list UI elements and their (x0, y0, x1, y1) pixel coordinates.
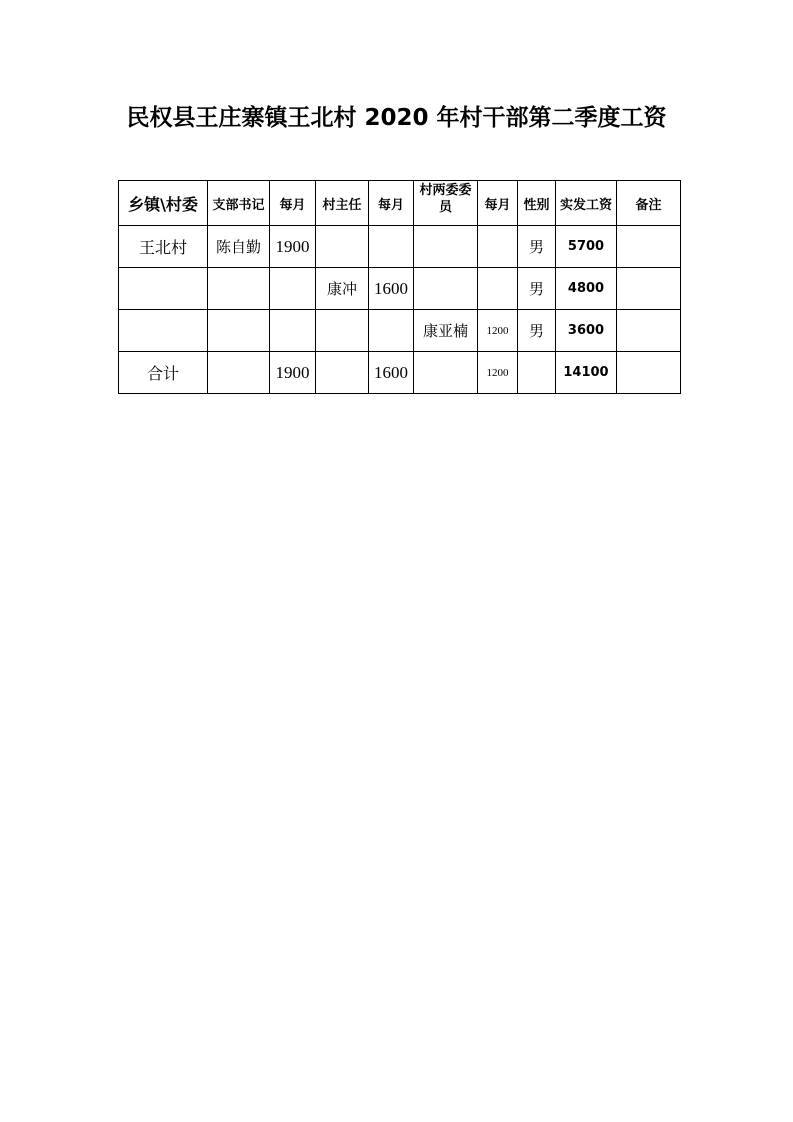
cell-gender: 男 (518, 226, 556, 268)
table-row (119, 268, 681, 310)
table-header-row (119, 181, 681, 226)
table-row (119, 226, 681, 268)
cell-village-head (316, 226, 369, 268)
cell-monthly-2: 1600 (369, 268, 414, 310)
cell-village (119, 310, 208, 352)
cell-monthly-3: 1200 (478, 310, 518, 352)
header-net-pay: 实发工资 (556, 181, 617, 226)
cell-remarks (617, 268, 681, 310)
cell-remarks (617, 226, 681, 268)
cell-total-monthly-1: 1900 (270, 352, 316, 394)
cell-net-pay: 3600 (556, 310, 617, 352)
cell-monthly-2 (369, 226, 414, 268)
cell-party-secretary: 陈自勤 (208, 226, 270, 268)
cell-village: 王北村 (119, 226, 208, 268)
cell-monthly-3 (478, 268, 518, 310)
salary-table (118, 180, 681, 394)
cell-gender (518, 352, 556, 394)
cell-gender: 男 (518, 310, 556, 352)
cell-party-secretary (208, 352, 270, 394)
cell-village-head: 康冲 (316, 268, 369, 310)
header-town-village: 乡镇\村委 (119, 181, 208, 226)
cell-village-head (316, 352, 369, 394)
cell-committee-member (414, 268, 478, 310)
table-total-row (119, 352, 681, 394)
header-village-head: 村主任 (316, 181, 369, 226)
cell-net-pay: 4800 (556, 268, 617, 310)
header-monthly-3: 每月 (478, 181, 518, 226)
cell-total-monthly-3: 1200 (478, 352, 518, 394)
cell-monthly-1: 1900 (270, 226, 316, 268)
header-committee-member: 村两委委员 (414, 181, 478, 226)
cell-gender: 男 (518, 268, 556, 310)
cell-monthly-1 (270, 268, 316, 310)
cell-committee-member (414, 352, 478, 394)
cell-party-secretary (208, 268, 270, 310)
header-monthly-1: 每月 (270, 181, 316, 226)
cell-committee-member (414, 226, 478, 268)
cell-village-head (316, 310, 369, 352)
cell-monthly-2 (369, 310, 414, 352)
table-row (119, 310, 681, 352)
cell-total-monthly-2: 1600 (369, 352, 414, 394)
header-gender: 性别 (518, 181, 556, 226)
cell-total-label: 合计 (119, 352, 208, 394)
cell-party-secretary (208, 310, 270, 352)
cell-remarks (617, 310, 681, 352)
header-party-secretary: 支部书记 (208, 181, 270, 226)
page-title: 民权县王庄寨镇王北村 2020 年村干部第二季度工资 (126, 105, 667, 131)
cell-committee-member: 康亚楠 (414, 310, 478, 352)
header-monthly-2: 每月 (369, 181, 414, 226)
cell-total-net-pay: 14100 (556, 352, 617, 394)
cell-monthly-3 (478, 226, 518, 268)
cell-monthly-1 (270, 310, 316, 352)
cell-village (119, 268, 208, 310)
cell-remarks (617, 352, 681, 394)
header-remarks: 备注 (617, 181, 681, 226)
cell-net-pay: 5700 (556, 226, 617, 268)
